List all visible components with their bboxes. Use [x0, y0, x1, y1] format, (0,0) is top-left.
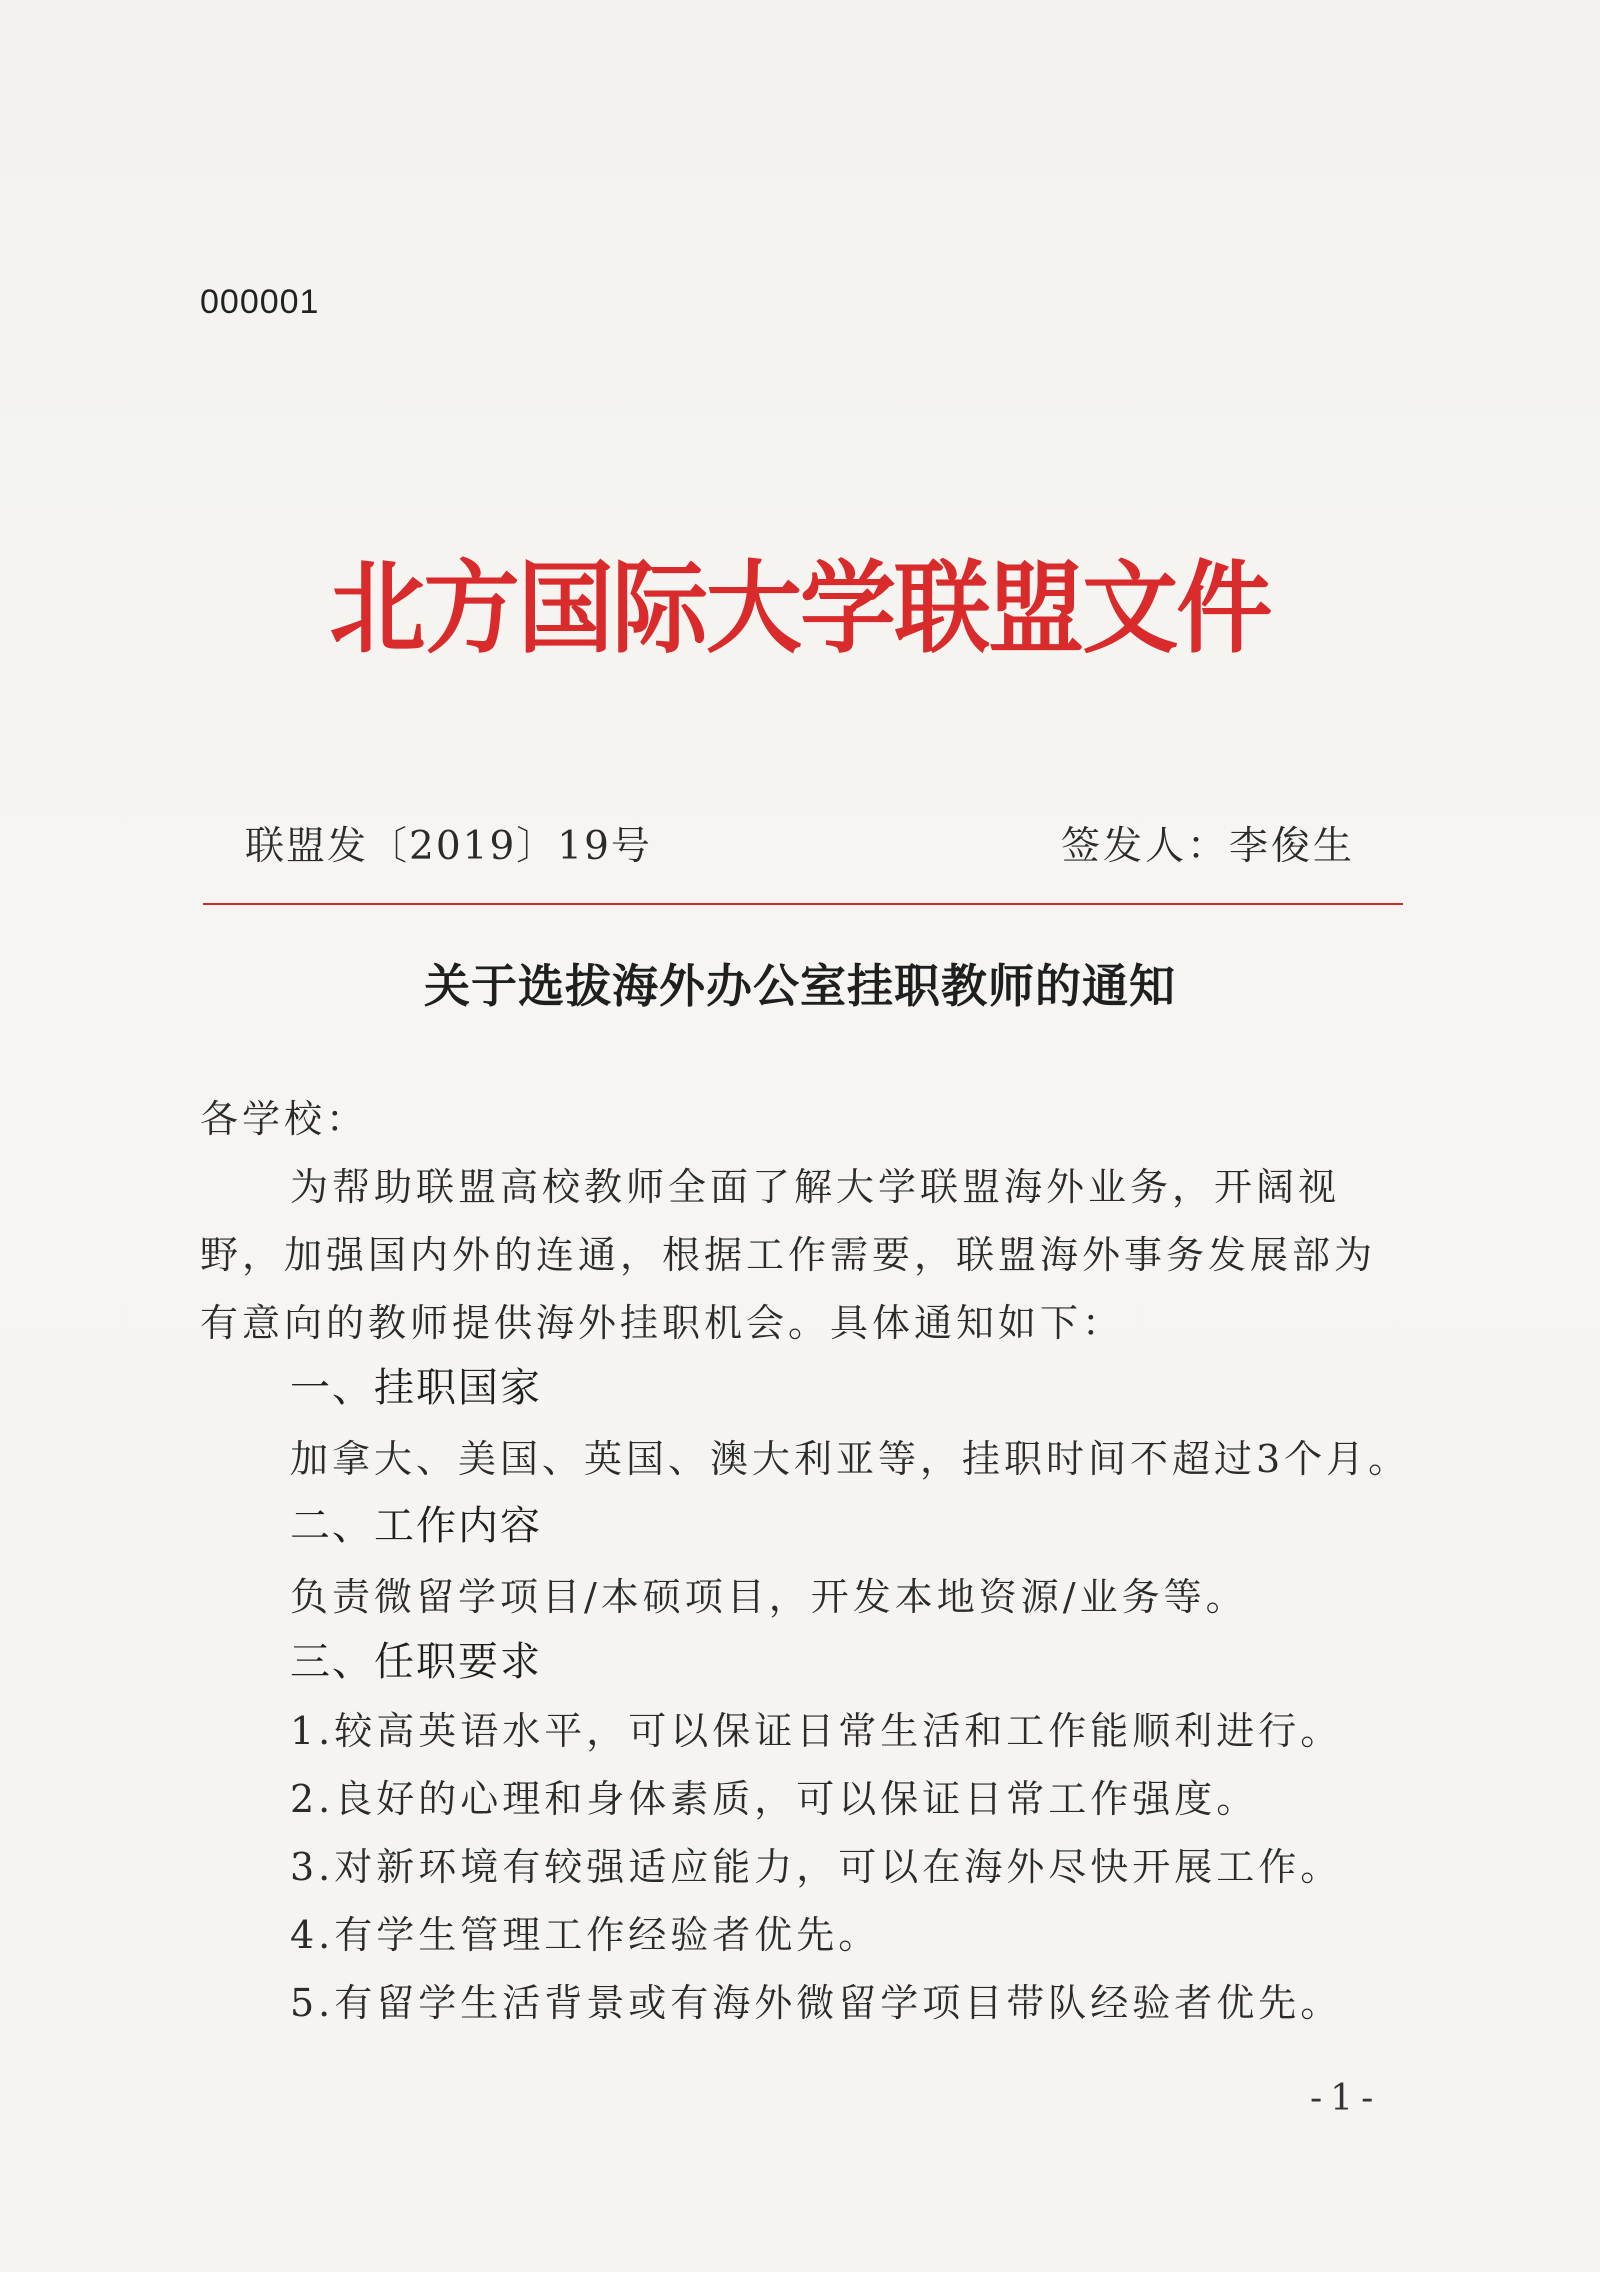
requirement-item: 4.有学生管理工作经验者优先。 [290, 1913, 881, 1957]
requirement-item: 3.对新环境有较强适应能力，可以在海外尽快开展工作。 [290, 1845, 1343, 1889]
organization-header: 北方国际大学联盟文件 [329, 550, 1271, 667]
intro-line-3: 有意向的教师提供海外挂职机会。具体通知如下： [200, 1301, 1125, 1345]
issuer: 签发人：李俊生 [1060, 824, 1355, 869]
requirement-item: 5.有留学生活背景或有海外微留学项目带队经验者优先。 [290, 1981, 1343, 2025]
intro-line-2: 野，加强国内外的连通，根据工作需要，联盟海外事务发展部为 [200, 1233, 1377, 1277]
notice-title: 关于选拔海外办公室挂职教师的通知 [424, 959, 1176, 1013]
section-heading-duties: 二、工作内容 [290, 1503, 542, 1549]
page-number: -1- [1310, 2078, 1382, 2119]
file-code: 联盟发〔2019〕19号 [245, 824, 652, 869]
requirement-item: 1.较高英语水平，可以保证日常生活和工作能顺利进行。 [290, 1709, 1343, 1753]
header-divider [203, 903, 1403, 905]
salutation: 各学校： [200, 1097, 369, 1141]
document-serial-number: 000001 [200, 283, 320, 321]
section-countries-text: 加拿大、美国、英国、澳大利亚等，挂职时间不超过3个月。 [290, 1437, 1411, 1481]
requirement-item: 2.良好的心理和身体素质，可以保证日常工作强度。 [290, 1777, 1259, 1821]
section-heading-countries: 一、挂职国家 [290, 1365, 542, 1411]
section-duties-text: 负责微留学项目/本硕项目，开发本地资源/业务等。 [290, 1575, 1248, 1619]
section-heading-requirements: 三、任职要求 [290, 1639, 542, 1685]
intro-line-1: 为帮助联盟高校教师全面了解大学联盟海外业务，开阔视 [290, 1165, 1341, 1209]
